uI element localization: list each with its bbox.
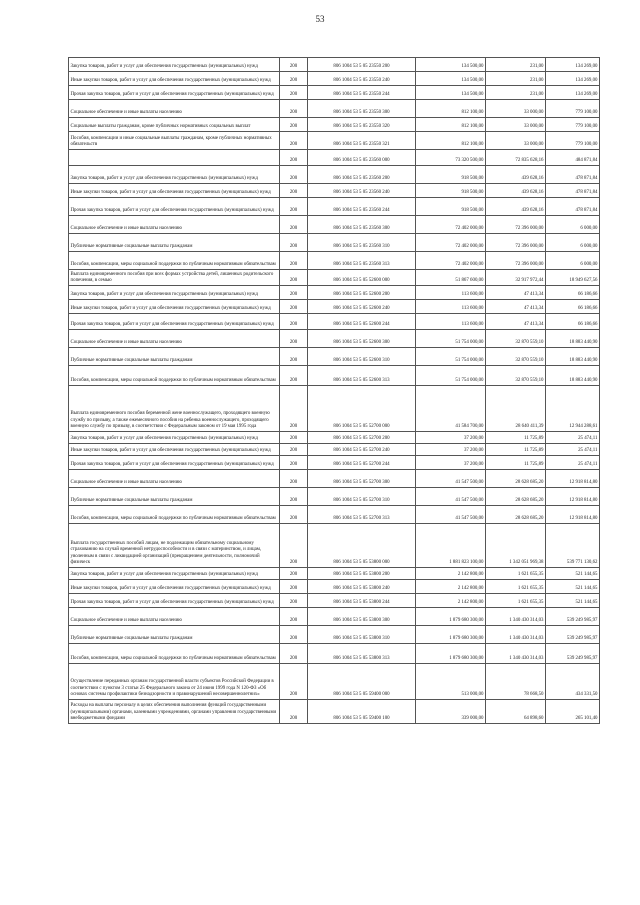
row-description: Публичные нормативные социальные выплаты гражданам: [69, 348, 280, 366]
row-executed-amount: 1 621 655,35: [486, 568, 546, 580]
row-approved-amount: 812 100,00: [416, 132, 486, 150]
row-executed-amount: 231,00: [486, 58, 546, 72]
row-description: Прочая закупка товаров, работ и услуг для обеспечения государственных (муниципальных) нужд: [69, 198, 280, 216]
row-line-code: 200: [280, 432, 308, 444]
row-executed-amount: 1 340 430 314,03: [486, 644, 546, 664]
table-row: [69, 664, 600, 700]
row-description: Пособия, компенсации, меры социальной поддержки по публичным нормативным обязательствам: [69, 252, 280, 270]
row-line-code: 200: [280, 118, 308, 132]
row-approved-amount: 134 500,00: [416, 86, 486, 100]
row-unexecuted-amount: 18 949 627,56: [546, 270, 600, 286]
row-description: Социальное обеспечение и иные выплаты населению: [69, 216, 280, 234]
row-line-code: 200: [280, 234, 308, 252]
row-description: Публичные нормативные социальные выплаты гражданам: [69, 488, 280, 506]
row-approved-amount: 918 500,00: [416, 198, 486, 216]
row-description: Иные закупки товаров, работ и услуг для обеспечения государственных (муниципальных) нужд: [69, 184, 280, 198]
row-description: Социальные выплаты гражданам, кроме публичных нормативных социальных выплат: [69, 118, 280, 132]
row-description: Выплата государственных пособий лицам, не подлежащим обязательному социальному страхованию на случай временной нетрудоспособности и в связи с материнством, и лицам, уволенным в связи с ликвидацией организаций (прекращением деятельности, полномочий физическ: [69, 524, 280, 568]
row-description: Социальное обеспечение и иные выплаты населению: [69, 100, 280, 118]
row-approved-amount: 1 879 680 300,00: [416, 626, 486, 644]
row-executed-amount: 11 725,89: [486, 432, 546, 444]
row-line-code: 200: [280, 252, 308, 270]
row-description: Прочая закупка товаров, работ и услуг для обеспечения государственных (муниципальных) нужд: [69, 86, 280, 100]
row-budget-code: 806 1004 53 5 05 53800 300: [308, 608, 416, 626]
row-unexecuted-amount: 25 474,11: [546, 444, 600, 456]
row-budget-code: 806 1004 53 5 05 23560 200: [308, 166, 416, 184]
table-row: [69, 568, 600, 580]
table-row: [69, 700, 600, 724]
row-approved-amount: 51 867 600,00: [416, 270, 486, 286]
row-line-code: 200: [280, 132, 308, 150]
row-approved-amount: 113 600,00: [416, 286, 486, 300]
table-row: [69, 132, 600, 150]
row-unexecuted-amount: 539 249 985,97: [546, 608, 600, 626]
row-description: Прочая закупка товаров, работ и услуг для обеспечения государственных (муниципальных) нужд: [69, 594, 280, 608]
row-line-code: 200: [280, 72, 308, 86]
row-description: Иные закупки товаров, работ и услуг для обеспечения государственных (муниципальных) нужд: [69, 444, 280, 456]
row-unexecuted-amount: 12 918 814,80: [546, 506, 600, 524]
row-budget-code: 806 1004 53 5 05 52600 310: [308, 348, 416, 366]
row-description: Социальное обеспечение и иные выплаты населению: [69, 608, 280, 626]
row-line-code: 200: [280, 216, 308, 234]
table-row: [69, 608, 600, 626]
table-row: [69, 166, 600, 184]
row-budget-code: 806 1004 53 5 05 53800 310: [308, 626, 416, 644]
row-approved-amount: 37 200,00: [416, 444, 486, 456]
row-description: Иные закупки товаров, работ и услуг для обеспечения государственных (муниципальных) нужд: [69, 300, 280, 314]
row-unexecuted-amount: 539 249 985,97: [546, 644, 600, 664]
row-unexecuted-amount: 25 474,11: [546, 432, 600, 444]
row-executed-amount: 47 413,34: [486, 300, 546, 314]
row-description: Публичные нормативные социальные выплаты гражданам: [69, 234, 280, 252]
row-line-code: 200: [280, 568, 308, 580]
row-budget-code: 806 1004 53 5 05 52700 000: [308, 386, 416, 432]
row-line-code: 200: [280, 664, 308, 700]
row-unexecuted-amount: 521 144,65: [546, 594, 600, 608]
row-approved-amount: 72 402 000,00: [416, 234, 486, 252]
row-unexecuted-amount: 6 000,00: [546, 234, 600, 252]
row-unexecuted-amount: 478 871,84: [546, 184, 600, 198]
row-approved-amount: 113 600,00: [416, 300, 486, 314]
row-executed-amount: 439 628,16: [486, 198, 546, 216]
page-number: 53: [315, 14, 325, 24]
row-description: Закупка товаров, работ и услуг для обеспечения государственных (муниципальных) нужд: [69, 58, 280, 72]
row-approved-amount: 41 547 500,00: [416, 470, 486, 488]
table-row: [69, 270, 600, 286]
row-executed-amount: 72 835 628,16: [486, 150, 546, 166]
row-budget-code: 806 1004 53 5 05 52700 313: [308, 506, 416, 524]
row-approved-amount: 37 200,00: [416, 456, 486, 470]
row-description: Прочая закупка товаров, работ и услуг для обеспечения государственных (муниципальных) нужд: [69, 456, 280, 470]
table-row: [69, 470, 600, 488]
row-unexecuted-amount: 779 100,00: [546, 118, 600, 132]
row-approved-amount: 1 879 680 300,00: [416, 608, 486, 626]
row-line-code: 200: [280, 608, 308, 626]
row-executed-amount: 47 413,34: [486, 314, 546, 330]
row-description: Расходы на выплаты персоналу в целях обеспечения выполнения функций государственными (муниципальными) органами, казенными учреждениями, органами управления государственными внебюджетными фондами: [69, 700, 280, 724]
row-approved-amount: 339 000,00: [416, 700, 486, 724]
row-approved-amount: 918 500,00: [416, 166, 486, 184]
row-executed-amount: 1 621 655,35: [486, 580, 546, 594]
table-row: [69, 386, 600, 432]
row-approved-amount: 41 584 700,00: [416, 386, 486, 432]
row-unexecuted-amount: 134 269,00: [546, 72, 600, 86]
row-unexecuted-amount: 66 186,66: [546, 300, 600, 314]
row-approved-amount: 513 000,00: [416, 664, 486, 700]
row-line-code: 200: [280, 300, 308, 314]
table-row: [69, 524, 600, 568]
row-line-code: 200: [280, 594, 308, 608]
row-approved-amount: 51 754 000,00: [416, 348, 486, 366]
row-unexecuted-amount: 265 101,40: [546, 700, 600, 724]
row-executed-amount: 33 000,00: [486, 118, 546, 132]
row-budget-code: 806 1004 53 5 05 52600 200: [308, 286, 416, 300]
row-approved-amount: 812 100,00: [416, 118, 486, 132]
row-line-code: 200: [280, 330, 308, 348]
table-row: [69, 216, 600, 234]
row-budget-code: 806 1004 53 5 05 23560 244: [308, 198, 416, 216]
row-executed-amount: 72 396 000,00: [486, 234, 546, 252]
row-budget-code: 806 1004 53 5 05 23550 240: [308, 72, 416, 86]
row-description: Прочая закупка товаров, работ и услуг для обеспечения государственных (муниципальных) нужд: [69, 314, 280, 330]
row-line-code: 200: [280, 286, 308, 300]
row-description: Закупка товаров, работ и услуг для обеспечения государственных (муниципальных) нужд: [69, 166, 280, 184]
table-row: [69, 234, 600, 252]
table-row: [69, 58, 600, 72]
row-unexecuted-amount: 18 883 440,90: [546, 348, 600, 366]
table-row: [69, 594, 600, 608]
row-executed-amount: 47 413,34: [486, 286, 546, 300]
row-executed-amount: 1 340 430 314,03: [486, 608, 546, 626]
row-line-code: 200: [280, 166, 308, 184]
row-executed-amount: 32 870 559,10: [486, 330, 546, 348]
row-description: Выплата единовременного пособия при всех формах устройства детей, лишенных родительского попечения, в семью: [69, 270, 280, 286]
table-row: [69, 432, 600, 444]
row-line-code: 200: [280, 700, 308, 724]
row-budget-code: 806 1004 53 5 05 59400 100: [308, 700, 416, 724]
row-executed-amount: 78 668,50: [486, 664, 546, 700]
row-approved-amount: 812 100,00: [416, 100, 486, 118]
table-row: [69, 314, 600, 330]
row-executed-amount: 64 898,60: [486, 700, 546, 724]
row-approved-amount: 1 879 680 300,00: [416, 644, 486, 664]
row-line-code: 200: [280, 470, 308, 488]
row-unexecuted-amount: 539 771 130,62: [546, 524, 600, 568]
table-row: [69, 644, 600, 664]
row-executed-amount: 72 396 000,00: [486, 252, 546, 270]
row-line-code: 200: [280, 58, 308, 72]
row-line-code: 200: [280, 386, 308, 432]
row-unexecuted-amount: 18 883 440,90: [546, 366, 600, 386]
row-budget-code: 806 1004 53 5 05 23560 240: [308, 184, 416, 198]
table-body: [69, 58, 600, 724]
row-budget-code: 806 1004 53 5 05 23550 244: [308, 86, 416, 100]
row-unexecuted-amount: 18 883 440,90: [546, 330, 600, 348]
table-row: [69, 366, 600, 386]
row-approved-amount: 51 754 000,00: [416, 330, 486, 348]
row-budget-code: 806 1004 53 5 05 53800 244: [308, 594, 416, 608]
row-approved-amount: 1 881 823 100,00: [416, 524, 486, 568]
table-row: [69, 100, 600, 118]
row-budget-code: 806 1004 53 5 05 52600 300: [308, 330, 416, 348]
row-line-code: 200: [280, 314, 308, 330]
row-approved-amount: 72 402 000,00: [416, 252, 486, 270]
row-line-code: 200: [280, 270, 308, 286]
row-description: Иные закупки товаров, работ и услуг для обеспечения государственных (муниципальных) нужд: [69, 72, 280, 86]
row-unexecuted-amount: 6 000,00: [546, 216, 600, 234]
row-description: Иные закупки товаров, работ и услуг для обеспечения государственных (муниципальных) нужд: [69, 580, 280, 594]
row-executed-amount: 1 342 051 969,38: [486, 524, 546, 568]
table-row: [69, 456, 600, 470]
row-line-code: 200: [280, 100, 308, 118]
row-line-code: 200: [280, 150, 308, 166]
row-description: Социальное обеспечение и иные выплаты населению: [69, 330, 280, 348]
row-executed-amount: 1 621 655,35: [486, 594, 546, 608]
row-unexecuted-amount: 521 144,65: [546, 568, 600, 580]
row-description: Пособия, компенсации, меры социальной поддержки по публичным нормативным обязательствам: [69, 644, 280, 664]
row-line-code: 200: [280, 366, 308, 386]
row-budget-code: 806 1004 53 5 05 52700 240: [308, 444, 416, 456]
row-unexecuted-amount: 539 249 985,97: [546, 626, 600, 644]
row-description: Выплата единовременного пособия беременной жене военнослужащего, проходящего военную службу по призыву, а также ежемесячного пособия на ребенка военнослужащего, проходящего военную службу по призыву, в соответствии с Федеральным законом от 19 мая 1995 года: [69, 386, 280, 432]
row-unexecuted-amount: 779 100,00: [546, 100, 600, 118]
row-budget-code: 806 1004 53 5 05 23550 300: [308, 100, 416, 118]
table-row: [69, 330, 600, 348]
row-executed-amount: 33 000,00: [486, 100, 546, 118]
budget-execution-table: [68, 57, 600, 724]
row-budget-code: 806 1004 53 5 05 23560 000: [308, 150, 416, 166]
row-budget-code: 806 1004 53 5 05 53800 240: [308, 580, 416, 594]
table-row: [69, 488, 600, 506]
row-line-code: 200: [280, 456, 308, 470]
row-approved-amount: 51 754 000,00: [416, 366, 486, 386]
row-line-code: 200: [280, 524, 308, 568]
row-approved-amount: 113 600,00: [416, 314, 486, 330]
row-budget-code: 806 1004 53 5 05 52600 244: [308, 314, 416, 330]
row-budget-code: 806 1004 53 5 05 52600 000: [308, 270, 416, 286]
row-budget-code: 806 1004 53 5 05 53800 313: [308, 644, 416, 664]
row-approved-amount: 134 500,00: [416, 58, 486, 72]
row-executed-amount: 439 628,16: [486, 166, 546, 184]
table-row: [69, 150, 600, 166]
row-description: Осуществление переданных органам государственной власти субъектов Российской Федерации в соответствии с пунктом 3 статьи 25 Федерального закона от 24 июня 1999 года N 120-ФЗ «Об основах системы профилактики безнадзорности и правонарушений несовершеннолетних»: [69, 664, 280, 700]
row-unexecuted-amount: 25 474,11: [546, 456, 600, 470]
row-line-code: 200: [280, 626, 308, 644]
row-description: Пособия, компенсации и иные социальные выплаты гражданам, кроме публичных нормативных обязательств: [69, 132, 280, 150]
table-row: [69, 626, 600, 644]
row-line-code: 200: [280, 198, 308, 216]
row-budget-code: 806 1004 53 5 05 23560 313: [308, 252, 416, 270]
row-executed-amount: 11 725,89: [486, 456, 546, 470]
row-unexecuted-amount: 6 000,00: [546, 252, 600, 270]
row-line-code: 200: [280, 348, 308, 366]
row-description: [69, 150, 280, 166]
row-unexecuted-amount: 66 186,66: [546, 314, 600, 330]
row-executed-amount: 32 917 972,44: [486, 270, 546, 286]
table-row: [69, 72, 600, 86]
row-unexecuted-amount: 134 269,00: [546, 58, 600, 72]
row-budget-code: 806 1004 53 5 05 52700 310: [308, 488, 416, 506]
row-executed-amount: 72 396 000,00: [486, 216, 546, 234]
table-row: [69, 300, 600, 314]
row-budget-code: 806 1004 53 5 05 52600 240: [308, 300, 416, 314]
row-unexecuted-amount: 12 918 814,80: [546, 488, 600, 506]
row-approved-amount: 37 200,00: [416, 432, 486, 444]
table-row: [69, 444, 600, 456]
row-approved-amount: 134 500,00: [416, 72, 486, 86]
row-budget-code: 806 1004 53 5 05 23550 200: [308, 58, 416, 72]
row-description: Публичные нормативные социальные выплаты гражданам: [69, 626, 280, 644]
row-budget-code: 806 1004 53 5 05 52700 244: [308, 456, 416, 470]
table-row: [69, 286, 600, 300]
row-executed-amount: 28 640 411,39: [486, 386, 546, 432]
row-line-code: 200: [280, 444, 308, 456]
row-line-code: 200: [280, 644, 308, 664]
table-row: [69, 86, 600, 100]
row-executed-amount: 439 628,16: [486, 184, 546, 198]
row-line-code: 200: [280, 86, 308, 100]
row-budget-code: 806 1004 53 5 05 52600 313: [308, 366, 416, 386]
table-row: [69, 348, 600, 366]
row-unexecuted-amount: 779 100,00: [546, 132, 600, 150]
table-row: [69, 198, 600, 216]
table-row: [69, 252, 600, 270]
row-executed-amount: 231,00: [486, 86, 546, 100]
row-executed-amount: 32 870 559,10: [486, 366, 546, 386]
row-description: Пособия, компенсации, меры социальной поддержки по публичным нормативным обязательствам: [69, 366, 280, 386]
row-executed-amount: 33 000,00: [486, 132, 546, 150]
row-budget-code: 806 1004 53 5 05 59400 000: [308, 664, 416, 700]
row-approved-amount: 2 142 800,00: [416, 568, 486, 580]
row-unexecuted-amount: 478 871,84: [546, 166, 600, 184]
row-approved-amount: 41 547 500,00: [416, 506, 486, 524]
row-unexecuted-amount: 12 944 288,61: [546, 386, 600, 432]
row-executed-amount: 1 340 430 314,03: [486, 626, 546, 644]
row-budget-code: 806 1004 53 5 05 23550 321: [308, 132, 416, 150]
row-description: Закупка товаров, работ и услуг для обеспечения государственных (муниципальных) нужд: [69, 568, 280, 580]
row-line-code: 200: [280, 488, 308, 506]
row-line-code: 200: [280, 184, 308, 198]
row-executed-amount: 32 870 559,10: [486, 348, 546, 366]
row-approved-amount: 73 320 500,00: [416, 150, 486, 166]
table-row: [69, 506, 600, 524]
row-approved-amount: 41 547 500,00: [416, 488, 486, 506]
row-line-code: 200: [280, 506, 308, 524]
row-budget-code: 806 1004 53 5 05 53800 000: [308, 524, 416, 568]
row-line-code: 200: [280, 580, 308, 594]
table-row: [69, 580, 600, 594]
row-budget-code: 806 1004 53 5 05 23560 310: [308, 234, 416, 252]
row-executed-amount: 28 628 685,20: [486, 488, 546, 506]
row-description: Пособия, компенсации, меры социальной поддержки по публичным нормативным обязательствам: [69, 506, 280, 524]
row-unexecuted-amount: 12 918 814,80: [546, 470, 600, 488]
row-unexecuted-amount: 478 871,84: [546, 198, 600, 216]
table-row: [69, 184, 600, 198]
row-executed-amount: 11 725,89: [486, 444, 546, 456]
row-executed-amount: 28 628 685,20: [486, 470, 546, 488]
row-approved-amount: 918 500,00: [416, 184, 486, 198]
row-approved-amount: 2 142 800,00: [416, 580, 486, 594]
row-executed-amount: 28 628 685,20: [486, 506, 546, 524]
row-description: Социальное обеспечение и иные выплаты населению: [69, 470, 280, 488]
row-budget-code: 806 1004 53 5 05 23550 320: [308, 118, 416, 132]
row-approved-amount: 72 402 000,00: [416, 216, 486, 234]
row-budget-code: 806 1004 53 5 05 23560 300: [308, 216, 416, 234]
row-budget-code: 806 1004 53 5 05 52700 200: [308, 432, 416, 444]
row-unexecuted-amount: 134 269,00: [546, 86, 600, 100]
row-description: Закупка товаров, работ и услуг для обеспечения государственных (муниципальных) нужд: [69, 286, 280, 300]
row-executed-amount: 231,00: [486, 72, 546, 86]
row-budget-code: 806 1004 53 5 05 52700 300: [308, 470, 416, 488]
table-row: [69, 118, 600, 132]
row-budget-code: 806 1004 53 5 05 53800 200: [308, 568, 416, 580]
row-unexecuted-amount: 66 186,66: [546, 286, 600, 300]
row-description: Закупка товаров, работ и услуг для обеспечения государственных (муниципальных) нужд: [69, 432, 280, 444]
row-approved-amount: 2 142 800,00: [416, 594, 486, 608]
row-unexecuted-amount: 521 144,65: [546, 580, 600, 594]
row-unexecuted-amount: 484 871,84: [546, 150, 600, 166]
row-unexecuted-amount: 434 331,50: [546, 664, 600, 700]
